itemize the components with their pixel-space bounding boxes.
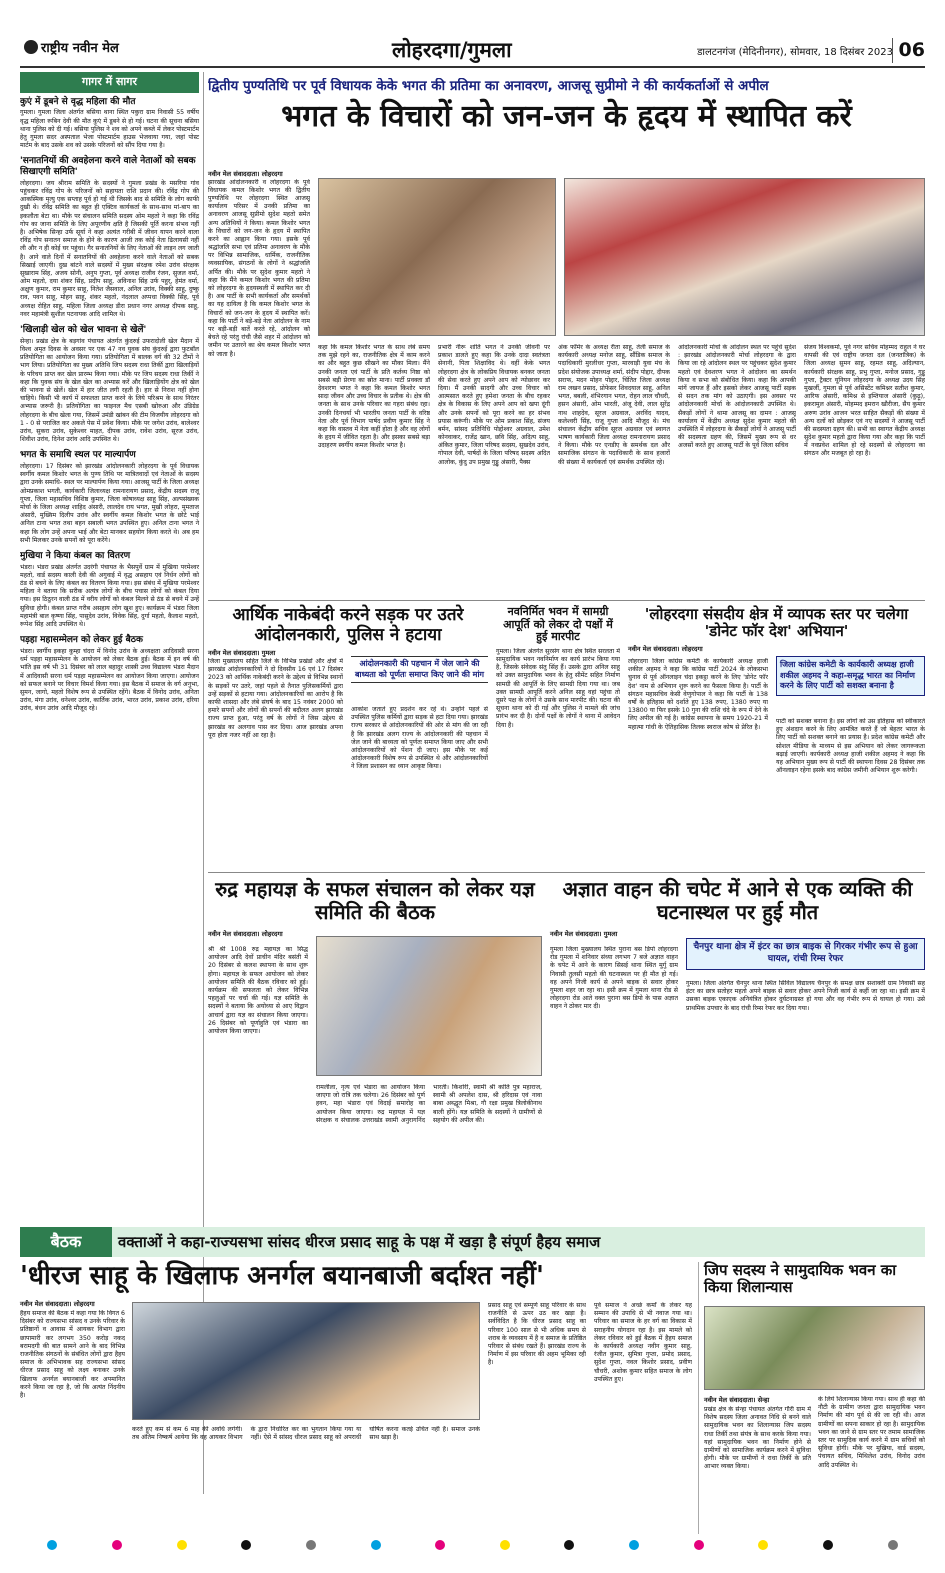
divider bbox=[698, 1262, 699, 1534]
lead-text-1: झारखंड आंदोलनकारी व लोहरदगा के पूर्व विधायक कमल किशोर भगत की द्वितीय पुण्यतिथि पर लोहरदगा स्थित आजसू कार्यालय परिसर में उनकी प्रतिमा का अनावरण आजसू सुप्रीमो सुदेश महतो समेत अन्य अतिथियों ने किया। कमल किशोर भगत के विचारों को जन-जन के हृदय में स्थापित करने का आह्वान किया गया। इसके पूर्व श्रद्धांजलि सभा एवं प्रतिमा अनावरण के मौके पर विभिन्न सामाजिक, धार्मिक, राजनीतिक व्यवसायिक, संगठनों के लोगों ने श्रद्धांजलि अर्पित की। मौके पर सुदेश कुमार महतो ने कहा कि मैंने कमल किशोर भगत की प्रतिमा को लोहरदगा के हृदयस्थली में स्थापित कर दी है। अब पार्टी के सभी कार्यकर्ता और समर्थकों का यह दायित्व है कि कमल किशोर भगत के विचारों को जन-जन के हृदय में स्थापित करें। कहा कि पार्टी ने बड़े-बड़े नेता आंदोलन के नाम पर बड़ी-बड़ी बातें करते रहे, आंदोलन को बेचते रहे परंतु रांची जैसे शहर में आंदोलन को जमीन पर उतारने का श्रेय कमल किशोर भगत को जाता है। bbox=[208, 178, 310, 358]
story7-photo bbox=[132, 1302, 480, 1420]
lead-text-3: प्रभारी नीरू शांति भगत ने उनकी जीवनी पर प्रकाश डालते हुए कहा कि उनके दादा स्वतंत्रता सेनानी, पिता शिक्षाविद थे। वहीं केके भगत लोहरदगा क्षेत्र के लोकप्रिय विधायक बनकर जनता की सेवा करते हुए अपने आप को न्योछावर कर दिया। मैं उनकी सादगी और उच्च विचार को आत्मसात करते हुए हमेशा जनता के बीच रहकर क्षेत्र के विकास के लिए अपने आप को खपा दूंगी और उनके सपनों को पूरा करने का हर संभव प्रयास करूंगी। मौके पर ओम प्रकाश सिंह, संजय बर्मन, सांसद प्रतिनिधि पोद्दोश्वर अग्रवाल, उमेश कोनवाकर, राजेंद्र खान, छवि सिंह, अदित्य साहू, अंकित कुमार, जिला परिषद सदस्य, सुखदेव उरांव, गोपाल देवी, पार्षदों के जिला परिषद सदस्य अदित आलोक, कुंदु उप प्रमुख गुड्डु अंसारी, पैक्स bbox=[438, 344, 550, 466]
story-economic-blockade bbox=[208, 606, 488, 868]
lead-photo-statue bbox=[318, 178, 556, 336]
band-text: वक्ताओं ने कहा-राज्यसभा सांसद धीरज प्रसाद साहू के पक्ष में खड़ा है संपूर्ण हैहय समाज bbox=[118, 1233, 601, 1251]
story7-headline: 'धीरज साहू के खिलाफ अनर्गल बयानबाजी बर्दाश्त नहीं' bbox=[20, 1261, 544, 1291]
story-clash bbox=[496, 606, 620, 868]
lion-emblem-icon bbox=[24, 40, 38, 54]
story3-text: गुमला। जिला अंतर्गत सुरसंग थाना क्षेत्र स्थित सरलता में सामुदायिक भवन नवनिर्माण का कार्य प्रारंभ किया गया है, जिसके संवेदक संतु सिंह हैं। उसके द्वारा अनिल साहू को उक्त सामुदायिक भवन के हेतु सीमेंट सहित निर्माण सामग्री की आपूर्ति के लिए सामग्री दिया गया था। जब उक्त सामग्री आपूर्ति करने अनिल साहू वहां पहुंचा तो दूसरे पक्ष के लोगों ने उसके साथ मारपीट की। घटना की सूचना थाना को दी गई और पुलिस ने मामले की जांच प्रारंभ कर दी है। दोनों पक्षों के लोगों ने थाना में आवेदन दिया है। bbox=[496, 647, 620, 729]
dateline: डालटनगंज (मेदिनीनगर), सोमवार, 18 दिसंबर 2023 bbox=[697, 47, 893, 58]
registration-dot bbox=[177, 1540, 187, 1550]
brief-text: लोहरदगा। जय श्रीराम समिति के सदस्यों ने गुमला प्रखंड के मसरिया गांव पहुंचकर रविंद्र गोप के परिजनों को सहायता राशि प्रदान की। रविंद्र गोप की आकस्मिक मृत्यु एक सप्ताह पूर्व हो गई थी जिसके बाद से समिति के लोग काफी दुखी थे। रविंद्र समिति का बहुत ही एक्टिव कार्यकर्ता के साथ-साथ मां-बाप का इकलौता बेटा था। मौके पर संचालन समिति सदस्य ओम महतो ने कहा कि रविंद्र गोप का जाना समिति के लिए अपूरणीय क्षति है जिसकी पूर्ति करना संभव नहीं है। अभिषेक सिन्हा उर्फ सूर्या ने कहा अत्यंत गरीबी में जीवन यापन करने वाला रविंद्र गोप सनातन समाज के होने के कारण आजी तक कोई नेता ढिलायसी नहीं ली और न ही कोई घर पहुंचा। गैर सनातनियों के लिए नेताओं की लाइन लग जाती है। आने वाले दिनों में सनातनियों की अवहेलना करने वाले नेताओं को सबक सिखाई जाएगी। दुख बांटने वाले सदस्यों में मुख्य संरक्षक रमेश उरांव संरक्षक सुखाराम सिंह, अजय सोनी, अनुप गुप्ता, पूर्व अध्यक्ष राजीव रंजन, सुजल वर्मा, ओम महतो, दया शंकर सिंह, प्रदीप साहू, अविनाश सिंह उर्फ पहुर्, हेमंत वर्मा, अक्षुण कुमार, राम कुमार साहू, नितेश जैसवाल, अनिल उरांव, विक्की साहू, दुष्कु राव, पवन साहू, मोहन साहू, शंकर महतो, नंदलाल अप्पधा विक्की सिंह, पूर्व अध्यक्ष रोहित साहू, महिला जिला अध्यक्ष डीरा प्रधान नगर अध्यक्ष दीपक साहू, नवर महामंत्री सुशील पटनायक आदि शामिल थे। bbox=[20, 179, 199, 318]
page-number: 06 bbox=[892, 38, 925, 63]
brief-title: पड़हा महासम्मेलन को लेकर हुई बैठक bbox=[20, 635, 143, 646]
story7-byline: नवीन मेल संवाददाता। लोहरदगा bbox=[20, 1300, 95, 1308]
registration-dot bbox=[306, 1540, 316, 1550]
lead-headline: भगत के विचारों को जन-जन के हृदय में स्थापित करें bbox=[281, 98, 852, 134]
registration-dot bbox=[564, 1540, 574, 1550]
lead-text-4: अंक फॉर्मर के अध्यक्ष रीता साहू, तेली समाज के कार्यकारी अध्यक्ष मनोज साहू, सौंडिक समाज के पदाधिकारी मुरलीधर गुप्ता, मारवाड़ी युवा मंच के प्रदेश संयोजक उपाध्यक्ष शर्मा, संदीप पोद्दार, दीपक सराफ, मदन मोहन पोद्दार, चिंतित जिला अध्यक्ष राम लखन प्रसाद, प्रोफेसर शिवदयाल साहू, अनिल भगत, बबली, शंभिरगान भगत, रोहन लाल चौधरी, हसन अंसारी, ओम भारती, अंजू देवी, लाल सुरेंद्र नाथ शाहदेव, सूरज अग्रवाल, अरविंद यादव, कलेश्वरी सिंह, राजू गुप्ता आदि मौजूद थे। मंच संचालन केंद्रीय सचिव सूरज अग्रवाल एवं स्वागत भाषण कार्यकारी जिला अध्यक्ष रामनारायण प्रसाद ने किया। मौके पर एनडीए के समर्थक दल और सामाजिक संगठन के पदाधिकारी के साथ हजारों की संख्या में कार्यकर्ता एवं समर्थक उपस्थित रहे। bbox=[558, 344, 670, 466]
story8-headline: जिप सदस्य ने सामुदायिक भवन का किया शिलान्यास bbox=[704, 1261, 897, 1297]
registration-dot bbox=[112, 1540, 122, 1550]
lead-col-1 bbox=[208, 170, 310, 590]
registration-dot bbox=[241, 1540, 251, 1550]
story2-subhead: आंदोलनकारी की पहचान में जेल जाने की बाध्यता को पूर्णतः समाप्त किए जाने की मांग bbox=[351, 656, 488, 683]
brief-text: भंडरा। स्वर्गीय इकहा कुम्हा चंदरा में विनोद उरांव के अध्यक्षता आदिवासी सरना धर्म पड़हा महासम्मेलन के आयोजन को लेकर बैठक हुई। बैठक में इन वर्ष की भांति इस वर्ष भी 31 दिसंबर को लाल बहादुर शास्त्री उच्च विद्यालय भंडरा मैदान में आदिवासी सरना धर्म पड़हा महासम्मेलन का आयोजन किया जाएगा। आयोजन को सफल बनाने पर विचार विमर्श किया गया। इस बैठक में समाज के वर्ग अनुभा, सुमन, जागो, महतो विशेष रूप से उपस्थित रहेंगे। बैठक में विनोद उरांव, अनिता उरांव, मंगा उरांव, धनेश्वर उरांव, कार्तिक उरांव, भारत उरांव, प्रकाश उरांव, दरिया उरांव, बंधन उरांव आदि मौजूद रहे। bbox=[20, 648, 199, 713]
story-community-hall bbox=[704, 1262, 925, 1534]
brief-text: लोहरदगा। 17 दिसंबर को झारखंड आंदोलनकारी लोहरदगा के पूर्व विधायक स्वर्गीय कमल किशोर भगत के पुण्य तिथि पर मात्रितवादों एवं नेताओं के सदस्य द्वारा उनके समाधि- स्थल पर माल्यार्पण किया गया। आजसू पार्टी के जिला अध्यक्ष ओमप्रकाश भगती, कार्यकारी जिलाध्यक्ष रामनारायण प्रसाद, केंद्रीय सदस्य राजू गुप्ता, जिला महासचिव विशिष्ठ कुमार, जिला कोषाध्यक्ष साहू सिंह, अल्पसंख्यक मोर्चा के जिला अध्यक्ष शाहिद अंसारी, लालदेव राय भगत, मुखी लोहरा, मुमताज अंसारी, मुख्यिम दिलीप उरांव और स्वर्गीय कमल किशोर भगत के छोटे भाई अनिल टाना भगत तथा बहन सबाली भगत उपस्थित हुए। अनिल टाना भगत ने कहा कि लोग उन्हें अपना भाई और बेटा मानकर सहयोग किया करते थे। अब हम सभी मिलकर उनके सपनों को पूरा करेंगे। bbox=[20, 463, 199, 544]
brief-title: मुखिया ने किया कंबल का वितरण bbox=[20, 550, 131, 561]
brief-text: भंडरा। भंडरा प्रखंड अंतर्गत उदरंगी पंचायत के भैसपुर्वे ग्राम में मुखिया परमेश्वर महतो, वार्ड सदस्य काली देवी की अगुवाई में वृद्ध असहाय एवं निर्धन लोगों को ठंड से बचने के लिए कंबल का वितरण किया गया। इस संबंध में मुखिया परमेश्वर महिला ने बताया कि सरीक अत्यंत्र लोगों के बीच पचास लोगों को कंबल दिया गया। इस ठिठुरन वाली ठंड में वरीय लोगों को कंबल मिलने से ठंड से बचने में उन्हें सुविधा होगी। कंबल प्राप्त गरीब असहाय लोग खुश हुए। कार्यक्रम में भंडरा जिला महामंत्री बाल कृष्णा सिंह, पासुदेव उरांव, विवेक सिंह, दुर्गा महतो, कैलाश महतो, रूपेश सिंह आदि उपस्थित थे। bbox=[20, 563, 199, 629]
brief-item bbox=[20, 156, 199, 319]
story4-box-head: जिला कांग्रेस कमेटी के कार्यकारी अध्यक्ष हाजी शकील अहमद ने कहा-समृद्ध भारत का निर्माण करने के लिए पार्टी को सशक्त बनाना है bbox=[776, 656, 925, 696]
story5-text: श्री श्री 1008 रुद्र महायज्ञ का सिद्ध आयोजन आदि देवों प्राचीन मंदिर बसंती में 20 दिसंबर से कलश स्थापना के साथ शुरू होगा। महायज्ञ के सफल आयोजन को लेकर आयोजन समिति की बैठक रविवार को हुई। कार्यक्रम की सफलता को लेकर विभिन्न पहलुओं पर चर्चा की गई। यज्ञ समिति के सदस्यों ने बताया कि अयोध्या से आए विद्वान आचार्य द्वारा यज्ञ का संचालन किया जाएगा। 26 दिसंबर को पूर्णाहुति एवं भंडारा का आयोजन किया जाएगा। bbox=[208, 946, 308, 1035]
brief-item bbox=[20, 551, 199, 629]
brief-title: 'सनातनियों की अवहेलना करने वाले नेताओं को सबक सिखाएगी समिति' bbox=[20, 156, 196, 178]
story-donate-for-desh bbox=[628, 606, 925, 868]
brief-item bbox=[20, 97, 199, 151]
story2-byline: नवीन मेल संवाददाता। गुमला bbox=[208, 649, 276, 658]
registration-dot bbox=[823, 1540, 833, 1550]
story7-text-2: करते हुए कम से कम 6 माह की अवधि लगेगी। तब अंतिम निष्कर्ष आयेगा कि वह आयकर विभाग के द्वारा निर्धारित कर का भुगतान किया गया या नहीं। ऐसे में सांसद धीरज प्रसाद साहू को अपराधी घोषित करना कतई उचित नहीं है। समाज उनके साथ खड़ा है। bbox=[132, 1426, 480, 1442]
brief-text: सेन्हा। प्रखंड क्षेत्र के बड़गांव पंचायत अंतर्गत कुंदरुई उफरादोली खेल मैदान में विश्व अमृत दिवस के अवसर पर एक 47 नव युवक संघ कुंदरुई द्वारा फुटबॉल प्रतियोगिता का आयोजन किया गया। प्रतियोगिता में बालक वर्ग की 32 टीमों ने भाग लिया। प्रतियोगिता का मुख्य अतिथि जिप सदस्य राधा तिर्की द्वारा खिलाड़ियों के परिचय प्राप्त कर खेल प्रारम्भ किया गया। मौके पर जिप सदस्य राधा तिर्की ने कहा कि युवक संघ के खेल खेल का अभ्यास करें और खिलाड़ियोंग क्षेत्र को खेल की भावना से खेलें। खेल में हार जीत लगी रहती है। हार से निराश नहीं होना चाहिये। किसी भी कार्य में सफलता प्राप्त करने के लिये परिश्रम के साथ निरंतर अभ्यास जरूरी है। प्रतियोगिता का फाइनल मैच एसबी खोरुआ और उंडिग्रेड लोहरदगा के बीच खेला गया, जिसमें उमंडी खांबन की टीम विजयीय लोहरदगा को 1 - 0 से पराजित कर अकले पेस में प्रवेश किया। मौके पर जगेश उरांव, बालेश्वर उरांव, सुकरा उरांव, सुकेश्वर माहत, दीपक उरांव, रावेश उरांव, सूरज उरांव, शिवीश उरांव, दिनेश उरांव आदि उपस्थित थे। bbox=[20, 337, 199, 444]
story6-text: गुमला जिला मुख्यालय स्थित पुराना बस डिपो लोहरदगा रोड गुमला में शनिवार संध्या लगभग 7 बजे अज्ञात वाहन के चपेट में आने के कारण सिसई थाना स्थित मुर्गु ग्राम निवासी तुलसी महतो की घटनास्थल पर ही मौत हो गई। वह अपने निजी कार्य से अपने बाइक से सवार होकर गुमला शहर जा रहा था। इसी क्रम में गुमला थाना रोड से लोहरदगा रोड आते वक्त पुराना बस डिपो के पास अज्ञात वाहन ने ठोकर मार दी। bbox=[550, 946, 678, 1011]
story5-byline: नवीन मेल संवाददाता। लोहरदगा bbox=[208, 930, 283, 938]
meeting-band bbox=[20, 1227, 925, 1257]
story5-text-2: रामलीला, नृत्य एवं भंडारा का आयोजन किया जाएगा जो रात्रि तक चलेगा। 26 दिसंबर को पूर्ण हवन, महा भंडारा एवं विदाई समारोह का आयोजन किया जाएगा। रुद्र महायज्ञ में यज्ञ संरक्षक व संचालक उत्तराखंड स्वामी अनुरागनिंद भारती। किशोरी, स्वामी श्री कांति पुत्र महाराज, स्वामी श्री अपलेश दास, श्री हरिदास एवं नावा बाबा अब्द्धूत मिश्रा, गौ रक्षा प्रमुख त्रिलोकीनाथ बाली होंगे। यज्ञ समिति के सदस्यों ने ग्रामीणों से सहयोग की अपील की। bbox=[316, 1084, 542, 1124]
story-rudra-mahayagya bbox=[208, 878, 542, 1218]
brief-item bbox=[20, 325, 199, 444]
divider bbox=[208, 872, 925, 873]
story7-text-3: प्रसाद साहू एवं सम्पूर्ण साहू परिवार के साथ राजनीति से ऊपर उठ कर खड़ा है। सर्वविदित है कि धीरज प्रसाद साहू का परिवार 100 साल से भी अधिक समय से शराब के व्यवसाय में है व समाज के प्रतिष्ठित परिवार से संबंध रखते हैं। झारखंड राज्य के निर्माण में इस परिवार की अहम भूमिका रही है। bbox=[488, 1302, 586, 1367]
registration-dot bbox=[47, 1540, 57, 1550]
brand-name: राष्ट्रीय नवीन मेल bbox=[41, 41, 119, 56]
lead-kicker: द्वितीय पुण्यतिथि पर पूर्व विधायक केके भगत की प्रतिमा का अनावरण, आजसू सुप्रीमो ने की कार्यकर्ताओं से अपील bbox=[208, 78, 769, 94]
registration-dot bbox=[888, 1540, 898, 1550]
left-column-header: गागर में सागर bbox=[20, 72, 199, 93]
color-registration-bar bbox=[20, 1540, 925, 1550]
story2-headline: आर्थिक नाकेबंदी करने सड़क पर उतरे आंदोलनकारी, पुलिस ने हटाया bbox=[232, 605, 464, 645]
brief-item bbox=[20, 450, 199, 545]
story8-text-2: के लिये शिलान्यास किया गया। साथ ही कहा की नौटी के ग्रामीण जनता द्वारा सामुदायिक भवन निर्माण की मांग पूर्व से की जा रही थी। आज ग्रामीणों का सपना साकार हो रहा है। सामुदायिक भवन का जाने से ग्राम स्तर पर तमाम सामाजिक स्तर पर सामुदिक कार्य करने में ग्राम सचिवों को सुविधा होगी। मौके पर मुखिया, वार्ड सदस्य, पंचायत सचिव, मिथिलेश उरांव, विनोद उरांव आदि उपस्थित थे। bbox=[818, 1396, 925, 1469]
brief-text: गुमला। गुमला जिला अंतर्गत बसिया थाना स्थित पकुरा ग्राम निवासी 55 वर्षीय वृद्ध महिला रूबिन देवी की मौत कुएं में डूबने से हो गई। घटना की सूचना बसिया थाना पुलिस को दी गई। बसिया पुलिस ने शव को अपने कब्जे में लेकर पोस्टमार्टम हेतु गुमला सदर अस्पताल भेजा पोस्टमार्टम हाउस भेजवाया गया, जहां पोस्ट मार्टम के बाद उसके शव को उसके परिजनों को सौंप दिया गया है। bbox=[20, 109, 199, 150]
registration-dot bbox=[500, 1540, 510, 1550]
story8-byline: नवीन मेल संवाददाता। सेन्हा bbox=[704, 1396, 770, 1404]
brief-title: भगत के समाधि स्थल पर माल्यार्पण bbox=[20, 450, 136, 461]
story5-photo bbox=[316, 936, 542, 1076]
story6-box-text: गुमला। जिला अंतर्गत चैनपुर थाना स्थित सिविल विद्यालय चैनपुर के समक्ष छात्र सशाक्ती ग्राम निवासी सह इंटर का छात्र सतोहर महतो अपने बाइक से सवार होकर अपने निजी कार्य से कहीं जा रहा था। इसी क्रम में उसका बाइक एकाएक अनियंत्रित होकर दुर्घटनाग्रस्त हो गया और वह गंभीर रूप से घायल हो गया। उसे प्राथमिक उपचार के बाद रांची रिम्स रेफर कर दिया गया। bbox=[686, 980, 925, 1012]
brand-logo bbox=[24, 40, 119, 57]
story4-box-text: पार्टी को सशक्त बनाना है। इस लोगों को उस इतिहास को स्वीकारते हुए अंशदान करने के लिए आमंत्रित करते हैं जो बेहतर भारत के लिए पार्टी को सशक्त बनाने का प्रयास है। प्रदेश कांग्रेस कमेटी और सोशल मीडिया के माध्यम से इस अभियान को लेकर जागरूकता बढ़ाई जाएगी। कार्यकारी अध्यक्ष हाजी शकील अहमद ने कहा कि यह अभियान मुख्य रूप से पार्टी की स्थापना दिवस 28 दिसंबर तक ऑनलाइन रहेगा इसके बाद कांग्रेस जमीनी अभियान शुरू करेगी। bbox=[776, 718, 925, 775]
story6-headline: अज्ञात वाहन की चपेट में आने से एक व्यक्ति की घटनास्थल पर हुई मौत bbox=[562, 877, 913, 924]
brief-title: कुएं में डूबने से वृद्ध महिला की मौत bbox=[20, 96, 136, 107]
brief-item bbox=[20, 635, 199, 713]
story4-byline: नवीन मेल संवाददाता। लोहरदगा bbox=[628, 644, 703, 653]
story2-text-1: जिला मुख्यालय सहित जिले के विभिन्न प्रखंडों और क्षेत्रों में झारखंड आंदोलनकारियों ने दो दिवसीय 16 एवं 17 दिसंबर 2023 को आर्थिक नाकेबंदी करने के उद्देश्य से विभिन्न स्थानों के सड़कों पर उतरे, जहां पहले से तैनात पुलिसकर्मियों द्वारा उन्हें सड़कों से हटाया गया। आंदोलनकारियों का आरोप है कि काफी शासदा और लंबे संघर्ष के बाद 15 नवंबर 2000 को हमारे सपनों और लोगों की सपनों की बदौलत अलग झारखंड राज्य प्राप्त हुआ, परंतु वर्ष के लोगों ने जिस उद्देश्य से झारखंड का अलगाव पास कर दिया। आज झारखंड अपना पूरा होता नजर नहीं आ रहा है। bbox=[208, 658, 343, 739]
lead-byline: नवीन मेल संवाददाता। लोहरदगा bbox=[208, 170, 283, 178]
story6-box-head: चैनपुर थाना क्षेत्र में इंटर का छात्र बाइक से गिरकर गंभीर रूप से हुआ घायल, रांची रिम्स रेफर bbox=[686, 938, 925, 970]
lead-text-6: संजय विश्वकर्मा, पूर्व नगर सचिव मोहम्मद राहुल ने घर वापसी की एवं राष्ट्रीय जनता दल (जनतांत्रिक) के जिला अध्यक्ष सुमन साहू, रहमत साहू, अदिल्यान, कार्यकारी संरक्षक साहू, प्रभु गुप्ता, मनोज प्रसाद, गुड्डू गुप्ता, ट्रैक्टर यूनियन लोहरदगा के अध्यक्ष उदय सिंह मुखर्जी, गुमला से पूर्व असिस्टेंट कमिश्नर सतीश कुमार, आरिफ अंसारी, कमिश्न से इम्तियाज अंसारी (कुढ़ू), इकरामुल अंसारी, मोहम्मद इमरान खौरीजा, सैय कुमार अरुण उरांव आजन भरत साहित सैकड़ों की संख्या में अन्य दलों को छोड़कर एवं नए सदस्यों ने आजसू पार्टी की सदस्यता ग्रहण की। सभी का स्वागत केंद्रीय अध्यक्ष सुदेश कुमार महतो द्वारा किया गया और कहा कि पार्टी में नवप्रवेश शामिल हो रहे सदस्यों से लोहरदगा का संगठन और मजबूत हो रहा है। bbox=[804, 344, 925, 458]
story4-text: लोहरदगा जिला कांग्रेस कमेटी के कार्यकारी अध्यक्ष हाजी शकील अहमद ने कहा कि कांग्रेस पार्टी 2024 के लोकसभा चुनाव से पूर्व ऑनलाइन चंदा इकट्ठा करने के लिए 'डोनेट फॉर देश' नाम से अभियान शुरू करने का फैसला किया है। पार्टी के संगठन महासचिव केसी वेणुगोपाल ने कहा कि पार्टी के 138 वर्षों के इतिहास को दर्शाते हुए 138 रुपए, 1380 रुपए या 13800 या फिर इसके 10 गुना की राशि चंदे के रूप में देने के लिए अपील की गई है। कांग्रेस स्थापना के समय 1920-21 में महात्मा गांधी के ऐतिहासिक तिलक स्वराज कोष से प्रेरित है। bbox=[628, 658, 768, 731]
masthead bbox=[20, 34, 925, 68]
story8-text: प्रखंड क्षेत्र के सेन्हा पंचायत अंतर्गत गौरी ग्राम में विशेष सदस्य जिला अनावत निधि से बनने वाले सामुदायिक भवन का शिलान्यास जिप सदस्य राधा तिर्की तथा संयंत्र के साथ करके किया गया। यहां सामुदायिक भवन का निर्माण होने से ग्रामीणों को सामाजिक कार्यक्रम करने में सुविधा होगी। मौके पर ग्रामीणों ने राधा तिर्की के प्रति आभार व्यक्त किया। bbox=[704, 1406, 811, 1471]
registration-dot bbox=[435, 1540, 445, 1550]
story8-photo bbox=[704, 1306, 925, 1390]
lead-text-2: कहा कि कमल किशोर भगत के साथ लंबे समय तक मुझे रहने का, राजनीतिक क्षेत्र में काम करने का और बहुत कुछ सीखने का मौका मिला। मैंने उनकी जनता एवं पार्टी के प्रति कर्तव्य निष्ठा को सबसे बड़ी प्रेरणा का स्रोत माना। पार्टी प्रवक्ता डॉ देवशरण भगत ने कहा कि कमल किशोर भगत सादा जीवन और उच्च विचार के प्रतीक थे। क्षेत्र की जनता के साथ उनके परिवार का गहरा संबंध रहा। उनकी दिनचर्या भी भारतीय जनता पार्टी के वरिष्ठ नेता और पूर्व विभाग पार्षद प्रवीण कुमार सिंह ने कहा कि वास्तव में नेता कहीं होता है और वह लोगों के हृदय में जीवित रहता है। और इसका सबसे बड़ा उदाहरण स्वर्गीय कमल किशोर भगत है। bbox=[318, 344, 430, 450]
brief-title: 'खिलाड़ी खेल को खेल भावना से खेलें' bbox=[20, 325, 147, 336]
story7-text-4: पूर्व समाज ने अच्छे कर्मों के लेकर यह सम्मान की उपाधि से भी नवाज गया था। परिवार का समाज के हर वर्ग का विकास में सराहनीय योगदान रहा है। इस मामले को लेकर रविवार को हुई बैठक में हैहय समाज के कार्यकारी अध्यक्ष नवीन कुमार साहू, रंजीत कुमार, सुमित्रा गुप्ता, प्रमोद प्रसाद, सुदेश गुप्ता, नवल किशोर प्रसाद, प्रवीण चौधरी, अशोक कुमार सहित समाज के लोग उपस्थित हुए। bbox=[594, 1302, 692, 1383]
lead-text-5: आंदोलनकारी मोर्चा के आंदोलन स्थल पर पहुंचे सुदेश : झारखंड आंदोलनकारी मोर्चा लोहरदगा के द्वारा किया जा रहे आंदोलन स्थल पर पहुंचकर सुदेश कुमार महतो एवं देवशरण भगत ने आंदोलन का समर्थन किया व सभा को संबोधित किया। कहा कि आपकी मांगें जायज हैं और इसको लेकर आजसू पार्टी सड़क से सदन तक मांग को उठाएगी। इस अवसर पर आंदोलनकारी मोर्चा के आंदोलनकारी उपस्थित थे। सैकड़ों लोगों ने थामा आजसू का दामन : आजसू कार्यालय में केंद्रीय अध्यक्ष सुदेश कुमार महतो की उपस्थिति में लोहरदगा के सैकड़ों लोगों ने आजसू पार्टी की सदस्यता ग्रहण की, जिसमें मुख्य रूप से धर अजसों करते हुए आजसू पार्टी के पूर्व जिला सचिव bbox=[678, 344, 796, 450]
registration-dot bbox=[371, 1540, 381, 1550]
lead-photo-stage bbox=[564, 178, 925, 336]
story4-headline: 'लोहरदगा संसदीय क्षेत्र में व्यापक स्तर पर चलेगा 'डोनेट फॉर देश' अभियान' bbox=[644, 605, 909, 641]
story3-headline: नवनिर्मित भवन में सामग्री आपूर्ति को लेकर दो पक्षों में हुई मारपीट bbox=[503, 605, 613, 644]
story5-headline: रुद्र महायज्ञ के सफल संचालन को लेकर यज्ञ समिति की बैठक bbox=[215, 877, 535, 924]
story7-text-1: हैहय समाज की बैठक में कहा गया कि विगत 6 दिसंबर को राज्यसभा सांसद व उनके परिवार के प्रतिष्ठानों व आवास में आयकर विभाग द्वारा छापामारी कर लगभग 350 करोड़ नकद बरामदगी की बात सामने आने के बाद विभिन्न राजनीतिक संगठनों के संबंधित लोगों द्वारा हैहय समाज के अभिभावक सह राज्यसभा सांसद धीरज प्रसाद साहू को लक्ष्य बनाकर उनके खिलाफ अनर्गल बयानबाजी कर अपमानित करने किया जा रहा है, जो कि अत्यंत निंदनीय है। bbox=[20, 1310, 125, 1399]
registration-dot bbox=[758, 1540, 768, 1550]
story2-text-2: आकोश जताते हुए प्रदर्शन कर रहे थे। उन्होंने पहले से उपस्थित पुलिस कर्मियों द्वारा सड़क से हटा दिया गया। झारखंड राज्य सरकार से आंदोलनकारियों की ओर से मांग की जा रही है कि झारखंड अलग राज्य के आंदोलनकारी की पहचान में जेल जाने की बाध्यता को पूर्णतः समाप्त किया जाए और सभी आंदोलनकारियों को पेंशन दी जाए। इस मौके पर कई आंदोलनकारी विशेष रूप से उपस्थित थे और आंदोलनकारियों ने जिला प्रशासन का ध्यान आकृष्ट किया। bbox=[351, 706, 488, 771]
story6-byline: नवीन मेल संवाददाता। गुमला bbox=[550, 930, 618, 938]
lead-story bbox=[208, 78, 925, 598]
band-tag: बैठक bbox=[20, 1227, 112, 1257]
registration-dot bbox=[629, 1540, 639, 1550]
story-road-accident bbox=[550, 878, 925, 1218]
story-dheeraj-sahu bbox=[20, 1262, 692, 1534]
registration-dot bbox=[694, 1540, 704, 1550]
divider bbox=[208, 600, 925, 601]
section-title: लोहरदगा/गुमला bbox=[392, 37, 512, 62]
